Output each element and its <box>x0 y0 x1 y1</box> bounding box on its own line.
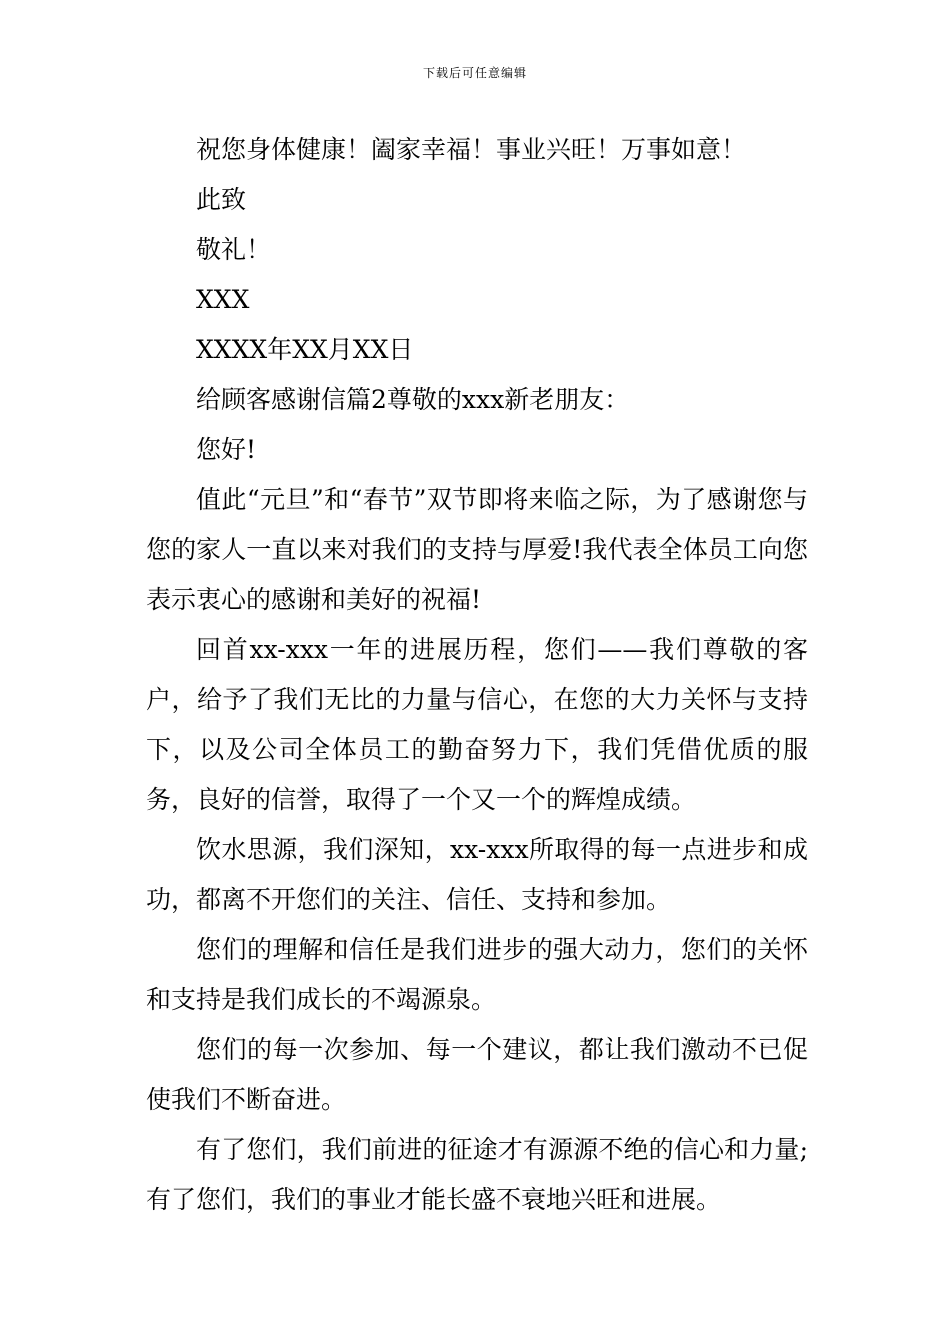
signature-date: XXXX年XX月XX日 <box>196 335 414 364</box>
paragraph-participation: 您们的每一次参加、每一个建议，都让我们激动不已促使我们不断奋进。 <box>146 1035 808 1114</box>
paragraph-trust-motivation: 您们的理解和信任是我们进步的强大动力，您们的关怀和支持是我们成长的不竭源泉。 <box>146 935 808 1014</box>
section-title-greeting: 给顾客感谢信篇2尊敬的xxx新老朋友： <box>196 385 630 414</box>
closing-wishes: 祝您身体健康！阖家幸福！事业兴旺！万事如意！ <box>196 135 747 164</box>
paragraph-confidence: 有了您们，我们前进的征途才有源源不绝的信心和力量;有了您们，我们的事业才能长盛不衰地兴旺和进展。 <box>146 1135 808 1214</box>
paragraph-holiday-thanks: 值此“元旦”和“春节”双节即将来临之际，为了感谢您与您的家人一直以来对我们的支持与厚爱!我代表全体员工向您表示衷心的感谢和美好的祝福! <box>146 485 808 614</box>
letter-body <box>146 125 808 1225</box>
salutation-close: 此致 <box>196 185 247 214</box>
signature-name: XXX <box>196 285 250 314</box>
paragraph-year-review: 回首xx-xxx一年的进展历程，您们——我们尊敬的客户，给予了我们无比的力量与信心，在您的大力关怀与支持下，以及公司全体员工的勤奋努力下，我们凭借优质的服务，良好的信誉，取得了一个又一个的辉煌成绩。 <box>146 635 808 814</box>
salutation-regards: 敬礼！ <box>196 235 272 264</box>
greeting-hello: 您好! <box>196 435 257 464</box>
paragraph-gratitude-source: 饮水思源，我们深知，xx-xxx所取得的每一点进步和成功，都离不开您们的关注、信任、支持和参加。 <box>146 835 808 914</box>
page-header-note: 下载后可任意编辑 <box>422 66 527 80</box>
